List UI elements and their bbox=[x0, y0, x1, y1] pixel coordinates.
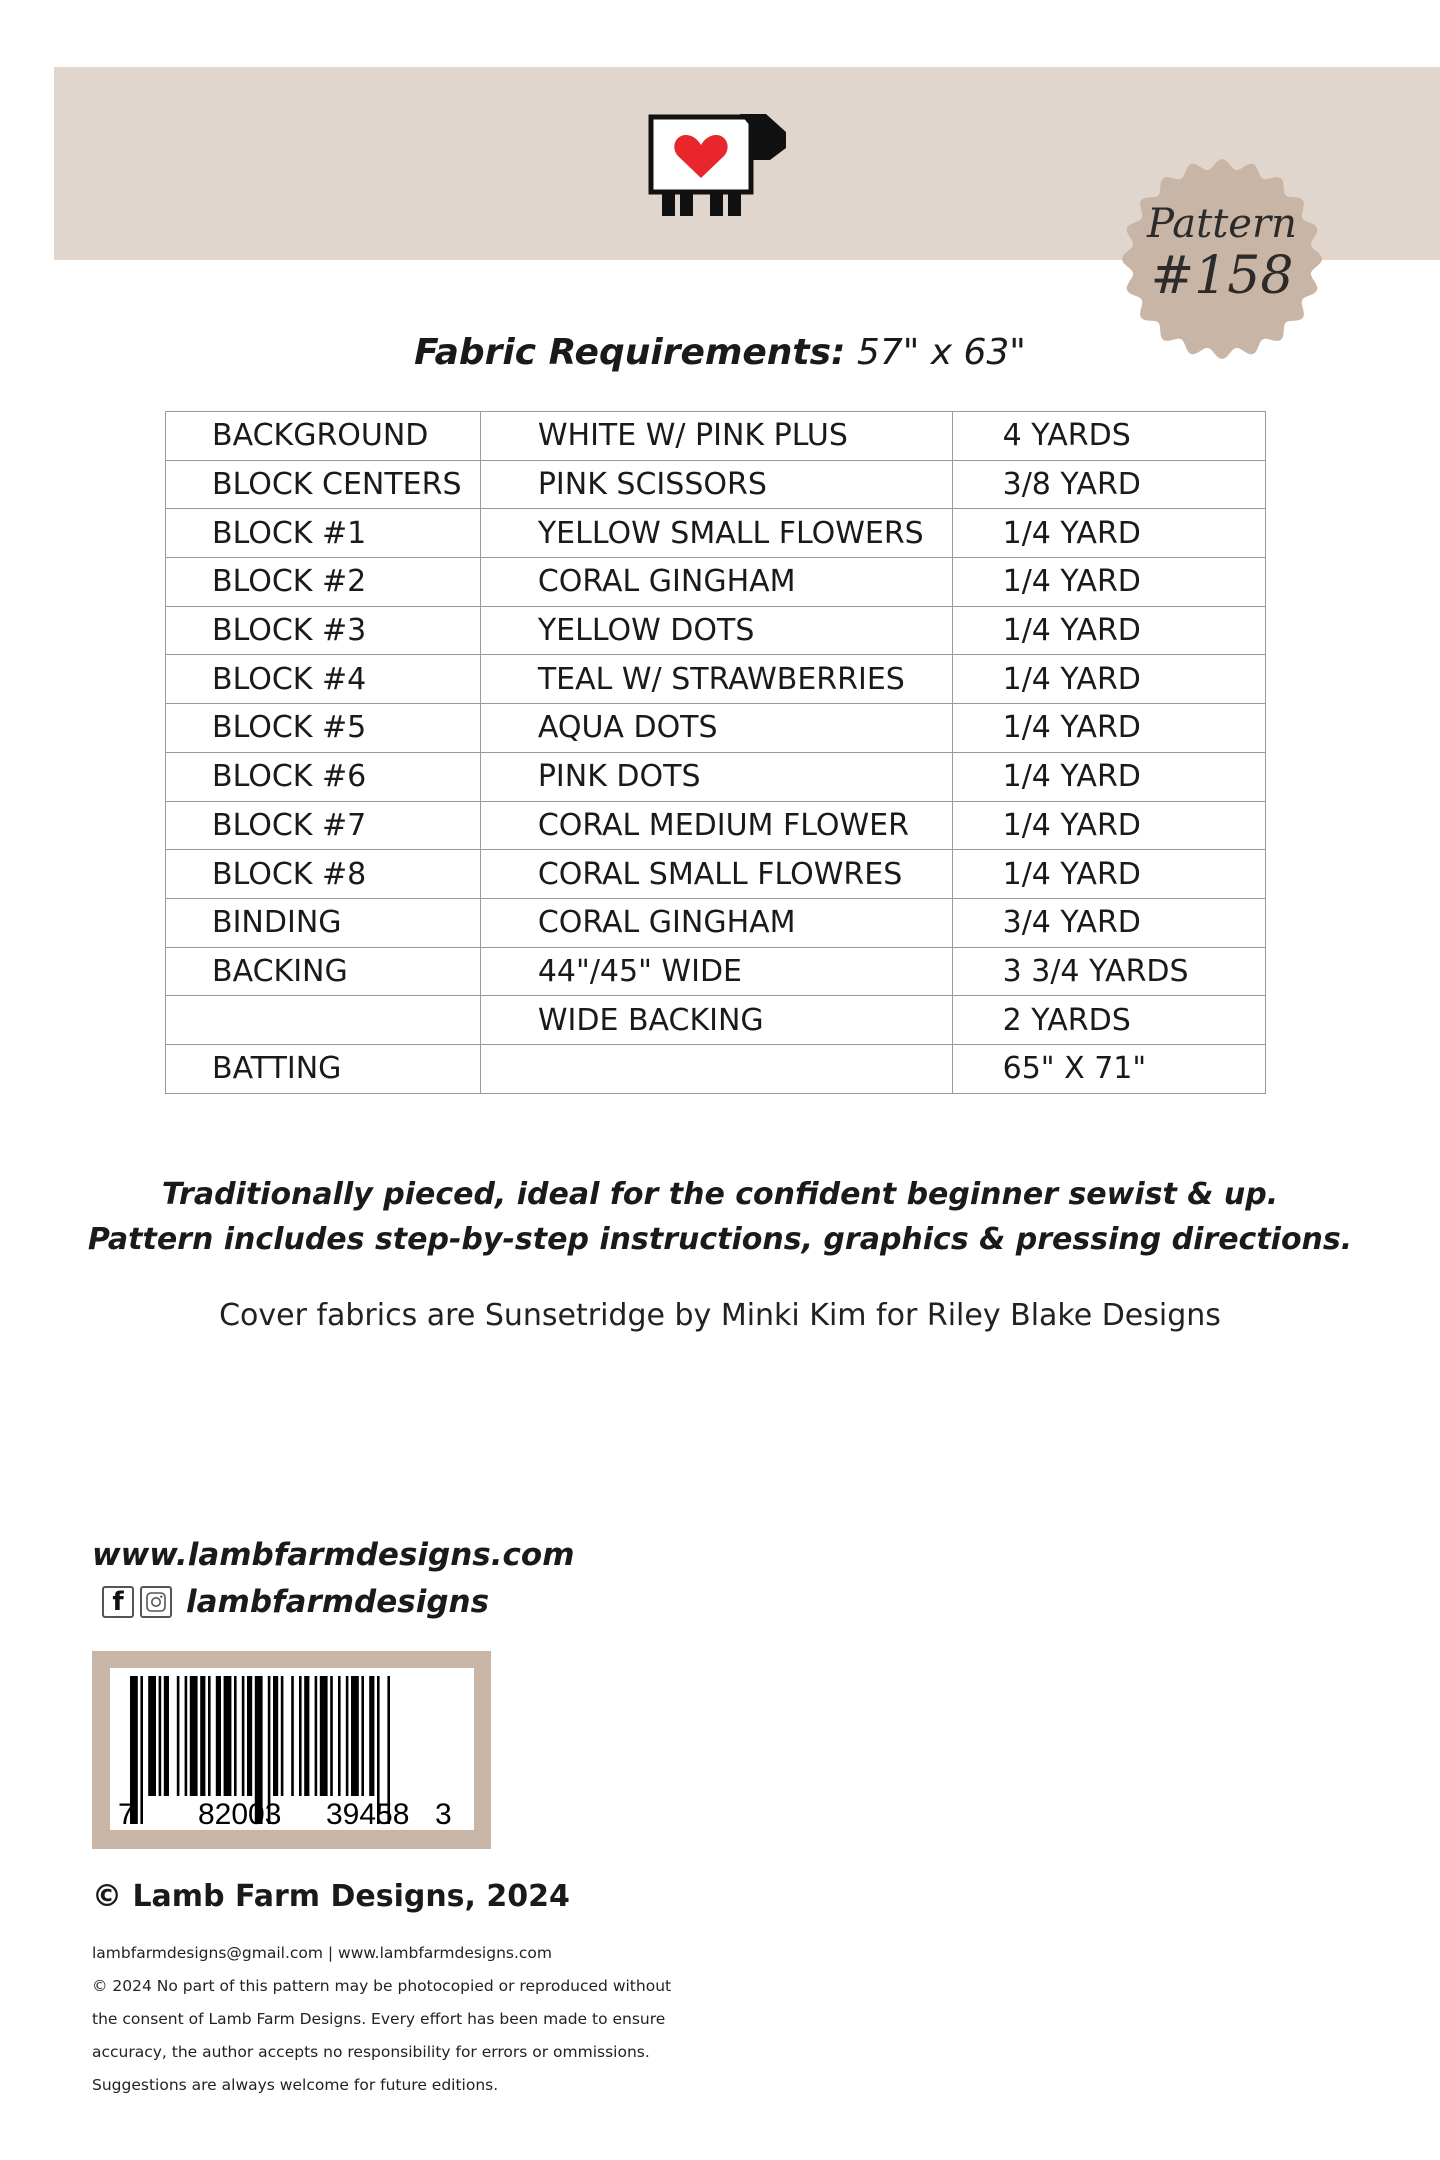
table-cell-amount: 2 YARDS bbox=[952, 996, 1265, 1045]
website-link[interactable]: www.lambfarmdesigns.com bbox=[92, 1537, 575, 1573]
table-cell-section: BLOCK #6 bbox=[166, 752, 481, 801]
barcode-bar bbox=[224, 1676, 232, 1796]
table-row bbox=[166, 801, 1266, 850]
table-cell-amount: 1/4 YARD bbox=[952, 509, 1265, 558]
table-cell-amount: 1/4 YARD bbox=[952, 704, 1265, 753]
barcode-bar bbox=[234, 1676, 237, 1796]
table-row bbox=[166, 460, 1266, 509]
barcode-bar bbox=[281, 1676, 284, 1796]
table-cell-fabric: YELLOW SMALL FLOWERS bbox=[480, 509, 952, 558]
barcode-bar bbox=[185, 1676, 188, 1796]
barcode-bar bbox=[361, 1676, 364, 1796]
barcode-bar bbox=[216, 1676, 221, 1796]
barcode-bar bbox=[338, 1676, 341, 1796]
table-cell-fabric: WHITE W/ PINK PLUS bbox=[480, 412, 952, 461]
table-cell-amount: 3/8 YARD bbox=[952, 460, 1265, 509]
table-cell-section: BACKING bbox=[166, 947, 481, 996]
fabric-requirements-title bbox=[0, 332, 1440, 373]
table-row bbox=[166, 898, 1266, 947]
barcode-digits: 7 bbox=[118, 1798, 135, 1830]
barcode-bar bbox=[273, 1676, 278, 1796]
table-cell-fabric: PINK SCISSORS bbox=[480, 460, 952, 509]
fabric-title-label: Fabric Requirements: bbox=[414, 332, 846, 373]
table-cell-fabric: 44"/45" WIDE bbox=[480, 947, 952, 996]
table-cell-amount: 1/4 YARD bbox=[952, 850, 1265, 899]
barcode-bar bbox=[320, 1676, 328, 1796]
social-row bbox=[102, 1584, 489, 1620]
table-cell-fabric: CORAL SMALL FLOWRES bbox=[480, 850, 952, 899]
table-cell-section: BINDING bbox=[166, 898, 481, 947]
barcode-bar bbox=[200, 1676, 205, 1796]
fabric-credit: Cover fabrics are Sunsetridge by Minki Kim for Riley Blake Designs bbox=[219, 1298, 1221, 1333]
table-cell-section: BLOCK #4 bbox=[166, 655, 481, 704]
fine-print-line: accuracy, the author accepts no responsibility for errors or ommissions. bbox=[92, 2043, 650, 2061]
table-cell-section: BATTING bbox=[166, 1044, 481, 1093]
table-cell-section: BLOCK #5 bbox=[166, 704, 481, 753]
table-cell-fabric bbox=[480, 1044, 952, 1093]
table-cell-fabric: WIDE BACKING bbox=[480, 996, 952, 1045]
barcode-bar bbox=[346, 1676, 349, 1796]
barcode-bar bbox=[369, 1676, 374, 1796]
table-cell-section: BLOCK #1 bbox=[166, 509, 481, 558]
barcode-bar bbox=[247, 1676, 252, 1796]
fine-print-line: lambfarmdesigns@gmail.com | www.lambfarmdesigns.com bbox=[92, 1944, 553, 1962]
barcode-bar bbox=[291, 1676, 294, 1796]
barcode-bar bbox=[242, 1676, 245, 1796]
table-row bbox=[166, 1044, 1266, 1093]
barcode-bar bbox=[315, 1676, 318, 1796]
fine-print-line: the consent of Lamb Farm Designs. Every effort has been made to ensure bbox=[92, 2010, 666, 2028]
table-cell-amount: 4 YARDS bbox=[952, 412, 1265, 461]
facebook-icon[interactable]: f bbox=[102, 1586, 134, 1618]
table-cell-fabric: PINK DOTS bbox=[480, 752, 952, 801]
table-row bbox=[166, 655, 1266, 704]
table-cell-section: BLOCK #3 bbox=[166, 606, 481, 655]
barcode-bar bbox=[140, 1676, 143, 1824]
table-row bbox=[166, 996, 1266, 1045]
table-cell-fabric: CORAL GINGHAM bbox=[480, 898, 952, 947]
description-line-2: Pattern includes step-by-step instructions, graphics & pressing directions. bbox=[87, 1222, 1353, 1257]
social-handle: lambfarmdesigns bbox=[186, 1584, 490, 1620]
table-cell-section: BLOCK #2 bbox=[166, 558, 481, 607]
table-row bbox=[166, 850, 1266, 899]
table-row bbox=[166, 606, 1266, 655]
table-cell-fabric: CORAL GINGHAM bbox=[480, 558, 952, 607]
barcode-bar bbox=[351, 1676, 359, 1796]
barcode-digits: 3 bbox=[435, 1798, 452, 1830]
table-row bbox=[166, 558, 1266, 607]
fine-print bbox=[92, 1937, 712, 2102]
barcode-bar bbox=[148, 1676, 156, 1796]
pattern-badge-text bbox=[1118, 200, 1326, 304]
barcode-bar bbox=[164, 1676, 169, 1796]
barcode-bar bbox=[159, 1676, 162, 1796]
description-line-1: Traditionally pieced, ideal for the confident beginner sewist & up. bbox=[161, 1177, 1279, 1212]
barcode-bar bbox=[208, 1676, 211, 1796]
table-cell-section: BLOCK #8 bbox=[166, 850, 481, 899]
table-row bbox=[166, 412, 1266, 461]
table-cell-fabric: TEAL W/ STRAWBERRIES bbox=[480, 655, 952, 704]
barcode bbox=[110, 1668, 474, 1830]
table-cell-section: BACKGROUND bbox=[166, 412, 481, 461]
table-row bbox=[166, 947, 1266, 996]
table-cell-amount: 1/4 YARD bbox=[952, 558, 1265, 607]
table-cell-amount: 1/4 YARD bbox=[952, 606, 1265, 655]
table-row bbox=[166, 704, 1266, 753]
fabric-title-size: 57" x 63" bbox=[856, 332, 1026, 373]
table-row bbox=[166, 752, 1266, 801]
copyright: © Lamb Farm Designs, 2024 bbox=[92, 1879, 570, 1914]
table-cell-fabric: CORAL MEDIUM FLOWER bbox=[480, 801, 952, 850]
table-cell-amount: 65" X 71" bbox=[952, 1044, 1265, 1093]
table-cell-section bbox=[166, 996, 481, 1045]
barcode-bar bbox=[177, 1676, 180, 1796]
fabric-requirements-table bbox=[165, 411, 1266, 1094]
instagram-icon[interactable] bbox=[140, 1586, 172, 1618]
table-row bbox=[166, 509, 1266, 558]
barcode-bar bbox=[190, 1676, 198, 1796]
table-cell-amount: 1/4 YARD bbox=[952, 801, 1265, 850]
table-cell-amount: 1/4 YARD bbox=[952, 752, 1265, 801]
barcode-digits: 39458 bbox=[326, 1798, 410, 1830]
table-cell-amount: 3 3/4 YARDS bbox=[952, 947, 1265, 996]
table-cell-fabric: YELLOW DOTS bbox=[480, 606, 952, 655]
barcode-bar bbox=[304, 1676, 309, 1796]
table-cell-section: BLOCK CENTERS bbox=[166, 460, 481, 509]
table-cell-amount: 1/4 YARD bbox=[952, 655, 1265, 704]
table-cell-section: BLOCK #7 bbox=[166, 801, 481, 850]
table-cell-fabric: AQUA DOTS bbox=[480, 704, 952, 753]
sheep-heart-logo bbox=[648, 114, 788, 218]
barcode-bar bbox=[330, 1676, 333, 1796]
fine-print-line: Suggestions are always welcome for future editions. bbox=[92, 2076, 499, 2094]
barcode-bar bbox=[299, 1676, 302, 1796]
badge-line1: Pattern bbox=[1147, 201, 1297, 247]
fine-print-line: © 2024 No part of this pattern may be photocopied or reproduced without bbox=[92, 1977, 672, 1995]
table-cell-amount: 3/4 YARD bbox=[952, 898, 1265, 947]
barcode-digits: 82003 bbox=[198, 1798, 282, 1830]
badge-line2: #158 bbox=[1150, 246, 1294, 306]
